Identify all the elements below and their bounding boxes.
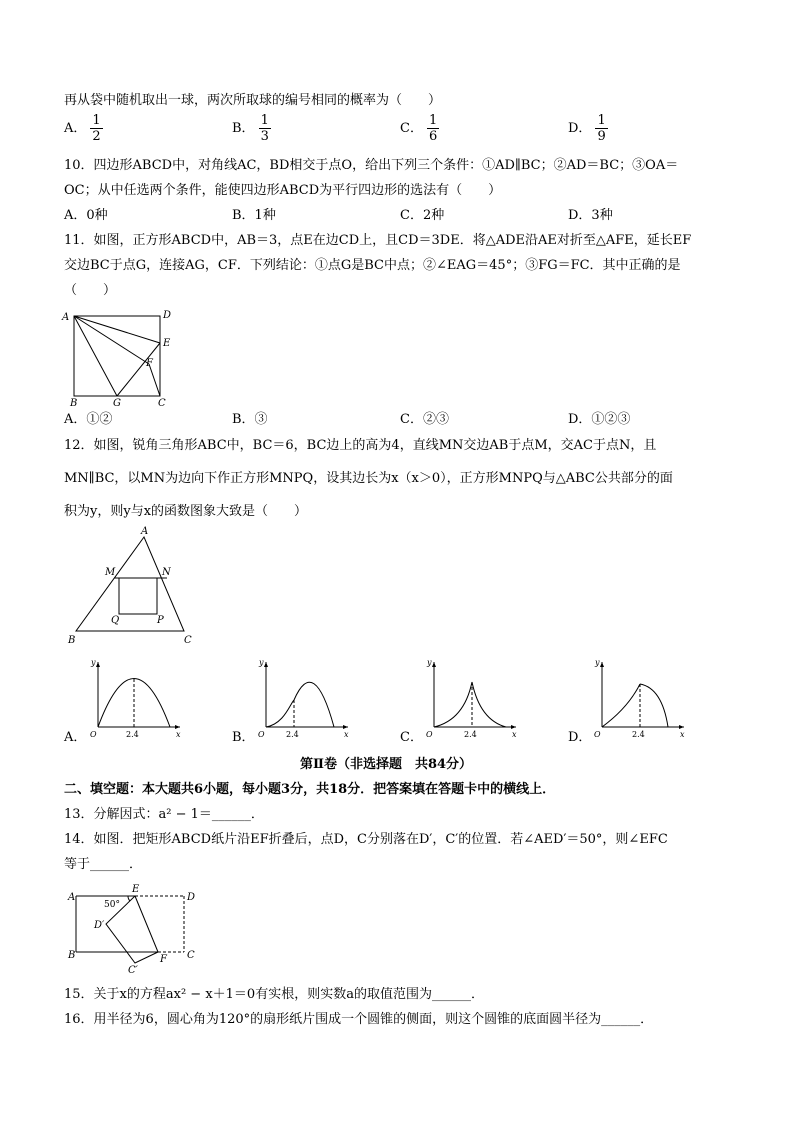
- q9-stem: 再从袋中随机取出一球，两次所取球的编号相同的概率为（ ）: [64, 93, 442, 108]
- q9-option-c: [400, 113, 439, 144]
- axis-y-label: y: [91, 658, 96, 667]
- fraction: [90, 113, 102, 144]
- q12-option-d: D．: [568, 730, 592, 745]
- label-c: C: [184, 635, 192, 646]
- q12-option-c: C．: [400, 730, 423, 745]
- q9-option-a: [64, 113, 103, 144]
- label-p: P: [157, 615, 164, 626]
- q11-line2: 交边BC于点G，连接AG，CF．下列结论：①点G是BC中点；②∠EAG＝45°；③FG＝FC．其中正确的是: [64, 258, 681, 273]
- q9-option-b: [232, 113, 271, 144]
- denominator: 2: [92, 129, 101, 144]
- q12-graph-a: [88, 656, 193, 742]
- q10-option-b: B．1种: [232, 208, 276, 223]
- origin-label: O: [594, 730, 601, 739]
- q11-option-c: C．②③: [400, 412, 449, 427]
- origin-label: O: [426, 730, 433, 739]
- q14-line1: 14．如图．把矩形ABCD纸片沿EF折叠后，点D，C分别落在D′，C′的位置．若∠AED′＝50°，则∠EFC: [64, 832, 668, 847]
- denominator: 6: [428, 129, 438, 144]
- option-letter: A．: [64, 121, 87, 136]
- q12-triangle-figure: [64, 525, 204, 647]
- label-c: C: [187, 950, 195, 961]
- label-e: E: [163, 338, 171, 349]
- q15-text: 15．关于x的方程ax² − x＋1＝0有实根，则实数a的取值范围为______．: [64, 987, 484, 1002]
- axis-y-label: y: [427, 658, 432, 667]
- axis-x-label: x: [680, 730, 685, 739]
- label-b: B: [68, 635, 76, 646]
- numerator: 1: [428, 113, 438, 128]
- section-heading: 二、填空题：本大题共6小题，每小题3分，共18分．把答案填在答题卡中的横线上．: [64, 782, 556, 797]
- q10-line2: OC；从中任选两个条件，能使四边形ABCD为平行四边形的选法有（ ）: [64, 183, 502, 198]
- label-b: B: [68, 950, 76, 961]
- option-letter: D．: [568, 121, 592, 136]
- label-g: G: [113, 398, 121, 409]
- numerator: 1: [597, 113, 606, 128]
- q16-text: 16．用半径为6，圆心角为120°的扇形纸片围成一个圆锥的侧面，则这个圆锥的底面圆半径为______．: [64, 1012, 654, 1027]
- fraction: [427, 113, 439, 144]
- label-c: C: [158, 398, 166, 409]
- fraction: [259, 113, 271, 144]
- tick-label: 2.4: [286, 730, 299, 739]
- label-d: D: [187, 892, 196, 903]
- fraction: [595, 113, 607, 144]
- label-e: E: [132, 884, 140, 895]
- q9-option-d: [568, 113, 608, 144]
- q10-option-c: C．2种: [400, 208, 445, 223]
- q10-option-d: D．3种: [568, 208, 613, 223]
- q12-line2: MN∥BC，以MN为边向下作正方形MNPQ，设其边长为x（x＞0），正方形MNPQ与△ABC公共部分的面: [64, 471, 673, 486]
- label-d: D: [163, 310, 172, 321]
- axis-x-label: x: [512, 730, 517, 739]
- axis-x-label: x: [344, 730, 349, 739]
- label-n: N: [162, 567, 171, 578]
- axis-x-label: x: [176, 730, 181, 739]
- label-c-prime: C′: [128, 965, 138, 976]
- option-letter: B．: [232, 121, 255, 136]
- q11-line1: 11．如图，正方形ABCD中，AB＝3，点E在边CD上，且CD＝3DE．将△ADE沿AE对折至△AFE，延长EF: [64, 233, 692, 248]
- q14-line2: 等于______．: [64, 857, 143, 872]
- denominator: 9: [597, 129, 606, 144]
- q12-graph-b: [256, 656, 361, 742]
- label-m: M: [105, 567, 116, 578]
- label-q: Q: [111, 615, 120, 626]
- label-d-prime: D′: [94, 920, 105, 931]
- q11-option-a: A．①②: [64, 412, 113, 427]
- q14-rectangle-figure: [64, 880, 204, 976]
- section-title: 第Ⅱ卷（非选择题 共84分）: [300, 757, 473, 772]
- q13-text: 13．分解因式：a² − 1＝______．: [64, 807, 264, 822]
- denominator: 3: [260, 129, 269, 144]
- numerator: 1: [92, 113, 101, 128]
- label-f: F: [160, 954, 167, 965]
- origin-label: O: [90, 730, 97, 739]
- tick-label: 2.4: [464, 730, 477, 739]
- axis-y-label: y: [595, 658, 600, 667]
- label-f: F: [146, 358, 153, 369]
- tick-label: 2.4: [126, 730, 139, 739]
- label-a: A: [68, 892, 76, 903]
- q12-option-b: B．: [232, 730, 255, 745]
- q10-line1: 10．四边形ABCD中，对角线AC，BD相交于点O，给出下列三个条件：①AD∥BC；②AD＝BC；③OA＝: [64, 158, 679, 173]
- numerator: 1: [260, 113, 269, 128]
- q11-square-figure: [60, 308, 190, 408]
- q11-option-b: B．③: [232, 412, 268, 427]
- q11-line3: （ ）: [64, 283, 117, 298]
- q12-line1: 12．如图，锐角三角形ABC中，BC＝6，BC边上的高为4，直线MN交边AB于点M，交AC于点N，且: [64, 438, 657, 453]
- label-a: A: [62, 312, 70, 323]
- q12-graph-d: [592, 656, 697, 742]
- angle-label: 50°: [104, 900, 120, 910]
- option-letter: C．: [400, 121, 423, 136]
- q12-graph-c: [424, 656, 529, 742]
- label-b: B: [70, 398, 78, 409]
- tick-label: 2.4: [632, 730, 645, 739]
- axis-y-label: y: [259, 658, 264, 667]
- q11-option-d: D．①②③: [568, 412, 631, 427]
- q12-option-a: A．: [64, 730, 87, 745]
- origin-label: O: [258, 730, 265, 739]
- label-a: A: [141, 526, 149, 537]
- q12-line3: 积为y，则y与x的函数图象大致是（ ）: [64, 504, 308, 519]
- q10-option-a: A．0种: [64, 208, 108, 223]
